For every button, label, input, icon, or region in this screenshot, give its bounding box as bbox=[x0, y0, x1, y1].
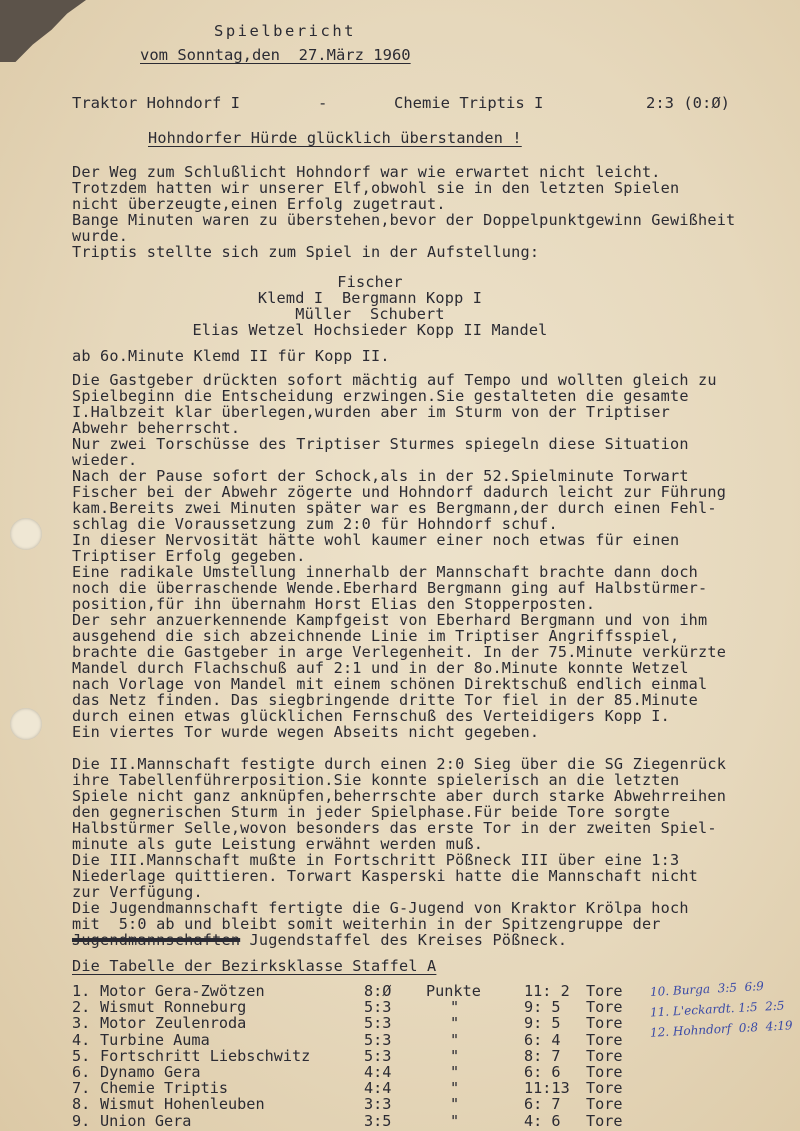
text-line: durch einen etwas glücklichen Fernschuß des Verteidigers Kopp I. bbox=[72, 707, 670, 725]
table-position: 1. bbox=[72, 982, 91, 1000]
text-line: nicht überzeugte,einen Erfolg zugetraut. bbox=[72, 195, 446, 213]
text-line: Nach der Pause sofort der Schock,als in der 52.Spielminute Torwart bbox=[72, 467, 689, 485]
final-score: 2:3 (0:Ø) bbox=[646, 94, 730, 112]
text-line: Der Weg zum Schlußlicht Hohndorf war wie erwartet nicht leicht. bbox=[72, 163, 661, 181]
text-line: Der sehr anzuerkennende Kampfgeist von Eberhard Bergmann und von ihm bbox=[72, 611, 708, 629]
table-goals: 6: 4 bbox=[524, 1030, 561, 1049]
table-ditto-mark: " bbox=[450, 1063, 460, 1081]
table-ditto-mark: " bbox=[450, 1095, 460, 1114]
table-goals-label: Tore bbox=[586, 1046, 623, 1065]
table-team: Union Gera bbox=[100, 1111, 192, 1130]
torn-corner bbox=[0, 0, 86, 62]
text-line: Spielbeginn die Entscheidung erzwingen.Sie gestalteten die gesamte bbox=[72, 387, 689, 405]
table-goals-label: Tore bbox=[586, 1095, 623, 1114]
text-line: Die Jugendmannschaft fertigte die G-Jugend von Kraktor Krölpa hoch bbox=[72, 899, 689, 917]
home-team: Traktor Hohndorf I bbox=[72, 94, 240, 112]
text-line: Abwehr beherrscht. bbox=[72, 419, 241, 437]
text-line: Trotzdem hatten wir unserer Elf,obwohl sie in den letzten Spielen bbox=[72, 179, 680, 197]
table-ditto-mark: " bbox=[450, 1111, 460, 1130]
table-team: Motor Zeulenroda bbox=[100, 1014, 247, 1033]
text-line: position,für ihn übernahm Horst Elias den Stopperposten. bbox=[72, 595, 596, 613]
table-team: Fortschritt Liebschwitz bbox=[100, 1046, 311, 1065]
headline: Hohndorfer Hürde glücklich überstanden ! bbox=[148, 129, 522, 147]
table-points: 5:3 bbox=[364, 998, 392, 1017]
table-points-label: Punkte bbox=[426, 982, 481, 1000]
table-ditto-mark: " bbox=[450, 1046, 460, 1065]
text-line bbox=[72, 932, 726, 948]
text-line: Niederlage quittieren. Torwart Kasperski hatte die Mannschaft nicht bbox=[72, 867, 699, 885]
table-position: 7. bbox=[72, 1079, 91, 1098]
table-goals-label: Tore bbox=[586, 1111, 623, 1130]
lineup-row: Müller Schubert bbox=[295, 305, 445, 323]
table-points: 5:3 bbox=[364, 1014, 392, 1033]
table-goals: 9: 5 bbox=[524, 1014, 561, 1033]
text-line: Die Gastgeber drückten sofort mächtig auf Tempo und wollten gleich zu bbox=[72, 371, 717, 389]
report-title: Spielbericht bbox=[214, 22, 356, 40]
table-points: 5:3 bbox=[364, 1046, 392, 1065]
table-goals: 11:13 bbox=[524, 1079, 570, 1098]
table-points: 8:Ø bbox=[364, 982, 392, 1000]
table-goals: 4: 6 bbox=[524, 1111, 561, 1130]
table-goals: 9: 5 bbox=[524, 998, 561, 1017]
table-points: 3:5 bbox=[364, 1111, 392, 1130]
text-line: Nur zwei Torschüsse des Triptiser Sturmes spiegeln diese Situation bbox=[72, 435, 689, 453]
match-dash: - bbox=[318, 94, 328, 112]
table-goals: 6: 6 bbox=[524, 1063, 561, 1081]
struck-text: Jugendmannschaften bbox=[72, 931, 241, 949]
text-line: I.Halbzeit klar überlegen,wurden aber im Sturm von der Triptiser bbox=[72, 403, 670, 421]
text-line: mit 5:0 ab und bleibt somit weiterhin in der Spitzengruppe der bbox=[72, 915, 661, 933]
text-line: In dieser Nervosität hätte wohl kaumer einer noch etwas für einen bbox=[72, 531, 680, 549]
table-team: Chemie Triptis bbox=[100, 1079, 229, 1098]
text-line: zur Verfügung. bbox=[72, 883, 203, 901]
table-goals: 6: 7 bbox=[524, 1095, 561, 1114]
text-line: ausgehend die sich abzeichnende Linie im Triptiser Angriffsspiel, bbox=[72, 627, 680, 645]
text-line: ihre Tabellenführerposition.Sie konnte spielerisch an die letzten bbox=[72, 771, 680, 789]
table-goals-label: Tore bbox=[586, 1063, 623, 1081]
table-heading: Die Tabelle der Bezirksklasse Staffel A bbox=[72, 957, 437, 975]
text-line: nach Vorlage von Mandel mit einem schönen Direktschuß endlich einmal bbox=[72, 675, 708, 693]
report-date: vom Sonntag,den 27.März 1960 bbox=[140, 46, 411, 64]
intro-paragraph bbox=[72, 164, 735, 260]
other-teams-report bbox=[72, 756, 726, 948]
table-goals-label: Tore bbox=[586, 1014, 623, 1033]
text-line: kam.Bereits zwei Minuten später war es Bergmann,der durch einen Fehl- bbox=[72, 499, 717, 517]
text-line: schlag die Voraussetzung zum 2:0 für Hohndorf schuf. bbox=[72, 515, 558, 533]
text-line: Die II.Mannschaft festigte durch einen 2:0 Sieg über die SG Ziegenrück bbox=[72, 755, 727, 773]
text-line: Halbstürmer Selle,wovon besonders das erste Tor in der zweiten Spiel- bbox=[72, 819, 717, 837]
handwritten-note: 11. L'eckardt. 1:5 2:5 bbox=[649, 998, 785, 1020]
table-ditto-mark: " bbox=[450, 998, 460, 1017]
table-goals: 11: 2 bbox=[524, 982, 570, 1000]
text-line: Spiele nicht ganz anknüpfen,beherrschte aber durch starke Abwehrreihen bbox=[72, 787, 727, 805]
lineup-row: Fischer bbox=[337, 273, 403, 291]
table-team: Dynamo Gera bbox=[100, 1063, 201, 1081]
table-goals-label: Tore bbox=[586, 982, 623, 1000]
table-points: 5:3 bbox=[364, 1030, 392, 1049]
handwritten-note: 12. Hohndorf 0:8 4:19 bbox=[649, 1018, 793, 1040]
text-line: brachte die Gastgeber in arge Verlegenheit. In der 75.Minute verkürzte bbox=[72, 643, 727, 661]
text-line: Triptiser Erfolg gegeben. bbox=[72, 547, 306, 565]
substitution-note: ab 6o.Minute Klemd II für Kopp II. bbox=[72, 347, 390, 365]
table-goals: 8: 7 bbox=[524, 1046, 561, 1065]
table-team: Wismut Hohenleuben bbox=[100, 1095, 265, 1114]
table-goals-label: Tore bbox=[586, 1030, 623, 1049]
table-team: Motor Gera-Zwötzen bbox=[100, 982, 265, 1000]
table-ditto-mark: " bbox=[450, 1030, 460, 1049]
table-ditto-mark: " bbox=[450, 1079, 460, 1098]
table-position: 3. bbox=[72, 1014, 91, 1033]
table-position: 9. bbox=[72, 1111, 91, 1130]
table-ditto-mark: " bbox=[450, 1014, 460, 1033]
text-line: Eine radikale Umstellung innerhalb der Mannschaft brachte dann doch bbox=[72, 563, 699, 581]
text-line: minute als gute Leistung erwähnt werden muß. bbox=[72, 835, 484, 853]
table-position: 8. bbox=[72, 1095, 91, 1114]
text-line: wieder. bbox=[72, 451, 138, 469]
table-points: 3:3 bbox=[364, 1095, 392, 1114]
table-goals-label: Tore bbox=[586, 1079, 623, 1098]
away-team: Chemie Triptis I bbox=[394, 94, 544, 112]
lineup-row: Klemd I Bergmann Kopp I bbox=[257, 289, 483, 307]
table-position: 2. bbox=[72, 998, 91, 1017]
table-position: 6. bbox=[72, 1063, 91, 1081]
text-line: noch die überraschende Wende.Eberhard Bergmann ging auf Halbstürmer- bbox=[72, 579, 708, 597]
match-report bbox=[72, 372, 726, 740]
punch-hole bbox=[10, 708, 42, 740]
lineup-row: Elias Wetzel Hochsieder Kopp II Mandel bbox=[192, 321, 548, 339]
punch-hole bbox=[10, 518, 42, 550]
text-line: das Netz finden. Das siegbringende dritte Tor fiel in der 85.Minute bbox=[72, 691, 699, 709]
team-lineup bbox=[0, 274, 800, 338]
text-line: Ein viertes Tor wurde wegen Abseits nicht gegeben. bbox=[72, 723, 540, 741]
text-line: Triptis stellte sich zum Spiel in der Aufstellung: bbox=[72, 243, 540, 261]
table-position: 5. bbox=[72, 1046, 91, 1065]
text-fragment: Jugendstaffel des Kreises Pößneck. bbox=[240, 931, 568, 949]
text-line: Bange Minuten waren zu überstehen,bevor der Doppelpunktgewinn Gewißheit bbox=[72, 211, 736, 229]
table-position: 4. bbox=[72, 1030, 91, 1049]
table-team: Wismut Ronneburg bbox=[100, 998, 247, 1017]
table-team: Turbine Auma bbox=[100, 1030, 210, 1049]
text-line: Fischer bei der Abwehr zögerte und Hohndorf dadurch leicht zur Führung bbox=[72, 483, 727, 501]
table-points: 4:4 bbox=[364, 1063, 392, 1081]
handwritten-note: 10. Burga 3:5 6:9 bbox=[649, 979, 765, 999]
text-line: wurde. bbox=[72, 227, 129, 245]
text-line: Mandel durch Flachschuß auf 2:1 und in der 8o.Minute konnte Wetzel bbox=[72, 659, 689, 677]
text-line: Die III.Mannschaft mußte in Fortschritt Pößneck III über eine 1:3 bbox=[72, 851, 680, 869]
table-goals-label: Tore bbox=[586, 998, 623, 1017]
text-line: den gegnerischen Sturm in jeder Spielphase.Für beide Tore sorgte bbox=[72, 803, 670, 821]
table-points: 4:4 bbox=[364, 1079, 392, 1098]
